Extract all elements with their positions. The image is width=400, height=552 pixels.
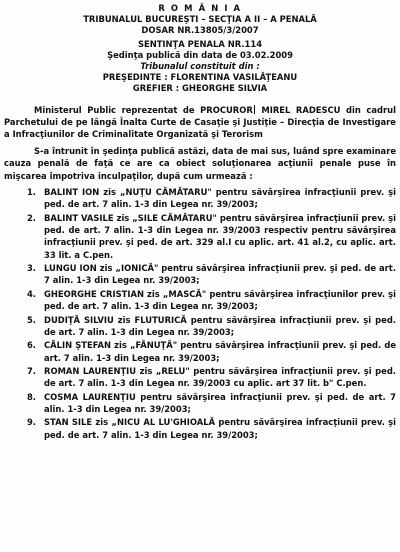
list-item — [4, 262, 396, 287]
item-number: 5. — [26, 314, 36, 325]
item-text: BALINT ION zis „NUŢU CĂMĂTARU" pentru săvârşirea infracţiunii prev. şi ped. de art. 7 alin. 1-3 din Legea nr. 39/2003; — [44, 187, 396, 210]
court-heading: TRIBUNALUL BUCUREŞTI – SECŢIA A II – A PENALĂ — [83, 14, 317, 25]
list-item — [4, 186, 396, 211]
prosecutor-text-start: Ministerul Public reprezentat de PROCUROR — [34, 104, 253, 115]
list-item — [4, 391, 396, 416]
sentence-number: SENTINŢA PENALA NR.114 — [137, 38, 263, 49]
item-number: 4. — [26, 288, 36, 299]
item-text: STAN SILE zis „NICU AL LU'GHIOALĂ pentru săvârşirea infracţiunii prev. şi ped. de art. 7 alin. 1-3 din Legea nr. 39/2003; — [44, 417, 396, 440]
item-text: GHEORGHE CRISTIAN zis „MASCĂ" pentru săvârşirea infracţiunilor prev. şi ped. de art. 7 alin. 1-3 din Legea nr. 39/2003; — [44, 288, 396, 312]
prosecutor-paragraph — [4, 104, 396, 141]
list-item — [4, 288, 396, 313]
list-item — [4, 365, 396, 390]
item-number: 6. — [26, 340, 36, 351]
text-cursor — [254, 105, 255, 114]
item-number: 1. — [26, 187, 36, 198]
list-item — [4, 416, 396, 441]
document-header — [4, 3, 396, 95]
item-number: 8. — [26, 391, 36, 402]
item-number: 9. — [26, 417, 36, 428]
session-paragraph: S-a întrunit în şedinţa publică astăzi, data de mai sus, luând spre examinare cauza penală de faţă ce are ca obiect soluţionarea acţiunii penale puse în mişcarea împotriva inculpaţilor, după cum urmează : — [4, 145, 396, 181]
item-text: DUDIŢĂ SILVIU zis FLUTURICĂ pentru săvârşirea infracţiunii prev. şi ped. de art. 7 alin. 1-3 din Legea nr. 39/2003; — [44, 314, 396, 337]
session-date: Şedinţa publică din data de 03.02.2009 — [107, 49, 293, 60]
item-text: COSMA LAURENŢIU pentru săvârşirea infracţiunii prev. şi ped. de art. 7 alin. 1-3 din Legea nr. 39/2003; — [44, 391, 396, 414]
item-number: 3. — [26, 263, 36, 274]
item-text: LUNGU ION zis „IONICĂ" pentru săvârşirea infracţiunii prev. şi ped. de art. 7 alin. 1-3 din Legea nr. 39/2003; — [44, 263, 396, 286]
tribunal-constituted: Tribunalul constituit din : — [140, 61, 260, 72]
item-text: ROMAN LAURENŢIU zis „RELU" pentru săvârşirea infracţiunii prev. şi ped. de art. 7 alin. 1-3 din Legea nr. 39/2003 cu aplic. art 37 lit. b" C.pen. — [44, 365, 396, 389]
list-item — [4, 212, 396, 261]
list-item — [4, 339, 396, 364]
item-number: 2. — [26, 212, 36, 223]
item-text: CĂLIN ŞTEFAN zis „FĂNUŢĂ" pentru săvârşirea infracţiunii prev. şi ped. de art. 7 alin. 1-3 din Legea nr. 39/2003; — [44, 340, 396, 363]
list-item — [4, 314, 396, 339]
prosecutor-text-end: MIREL RADESCU din cadrul Parchetului de pe lângă Înalta Curte de Casaţie şi Justiţie – Direcţia de Investigare a Infracţiunilor de Criminalitate Organizată şi Terorism — [4, 104, 396, 140]
file-number: DOSAR NR.13805/3/2007 — [141, 25, 259, 36]
item-text: BALINT VASILE zis „SILE CĂMĂTARU" pentru săvârşirea infracţiunii prev. şi ped. de art. 7 alin. 1-3 din Legea nr. 39/2003 respectiv pentru săvârşirea infracţiunii prev. şi ped. de art. 329 al.I cu aplic. art. 41 al.2, cu aplic. art. 33 lit. a C.pen. — [44, 212, 396, 260]
clerk-line: GREFIER : GHEORGHE SILVIA — [132, 83, 268, 94]
country-heading: R O M Â N I A — [158, 3, 242, 13]
item-number: 7. — [26, 365, 36, 376]
president-line: PREŞEDINTE : FLORENTINA VASILĂŢEANU — [102, 72, 298, 83]
defendants-list — [4, 186, 396, 441]
